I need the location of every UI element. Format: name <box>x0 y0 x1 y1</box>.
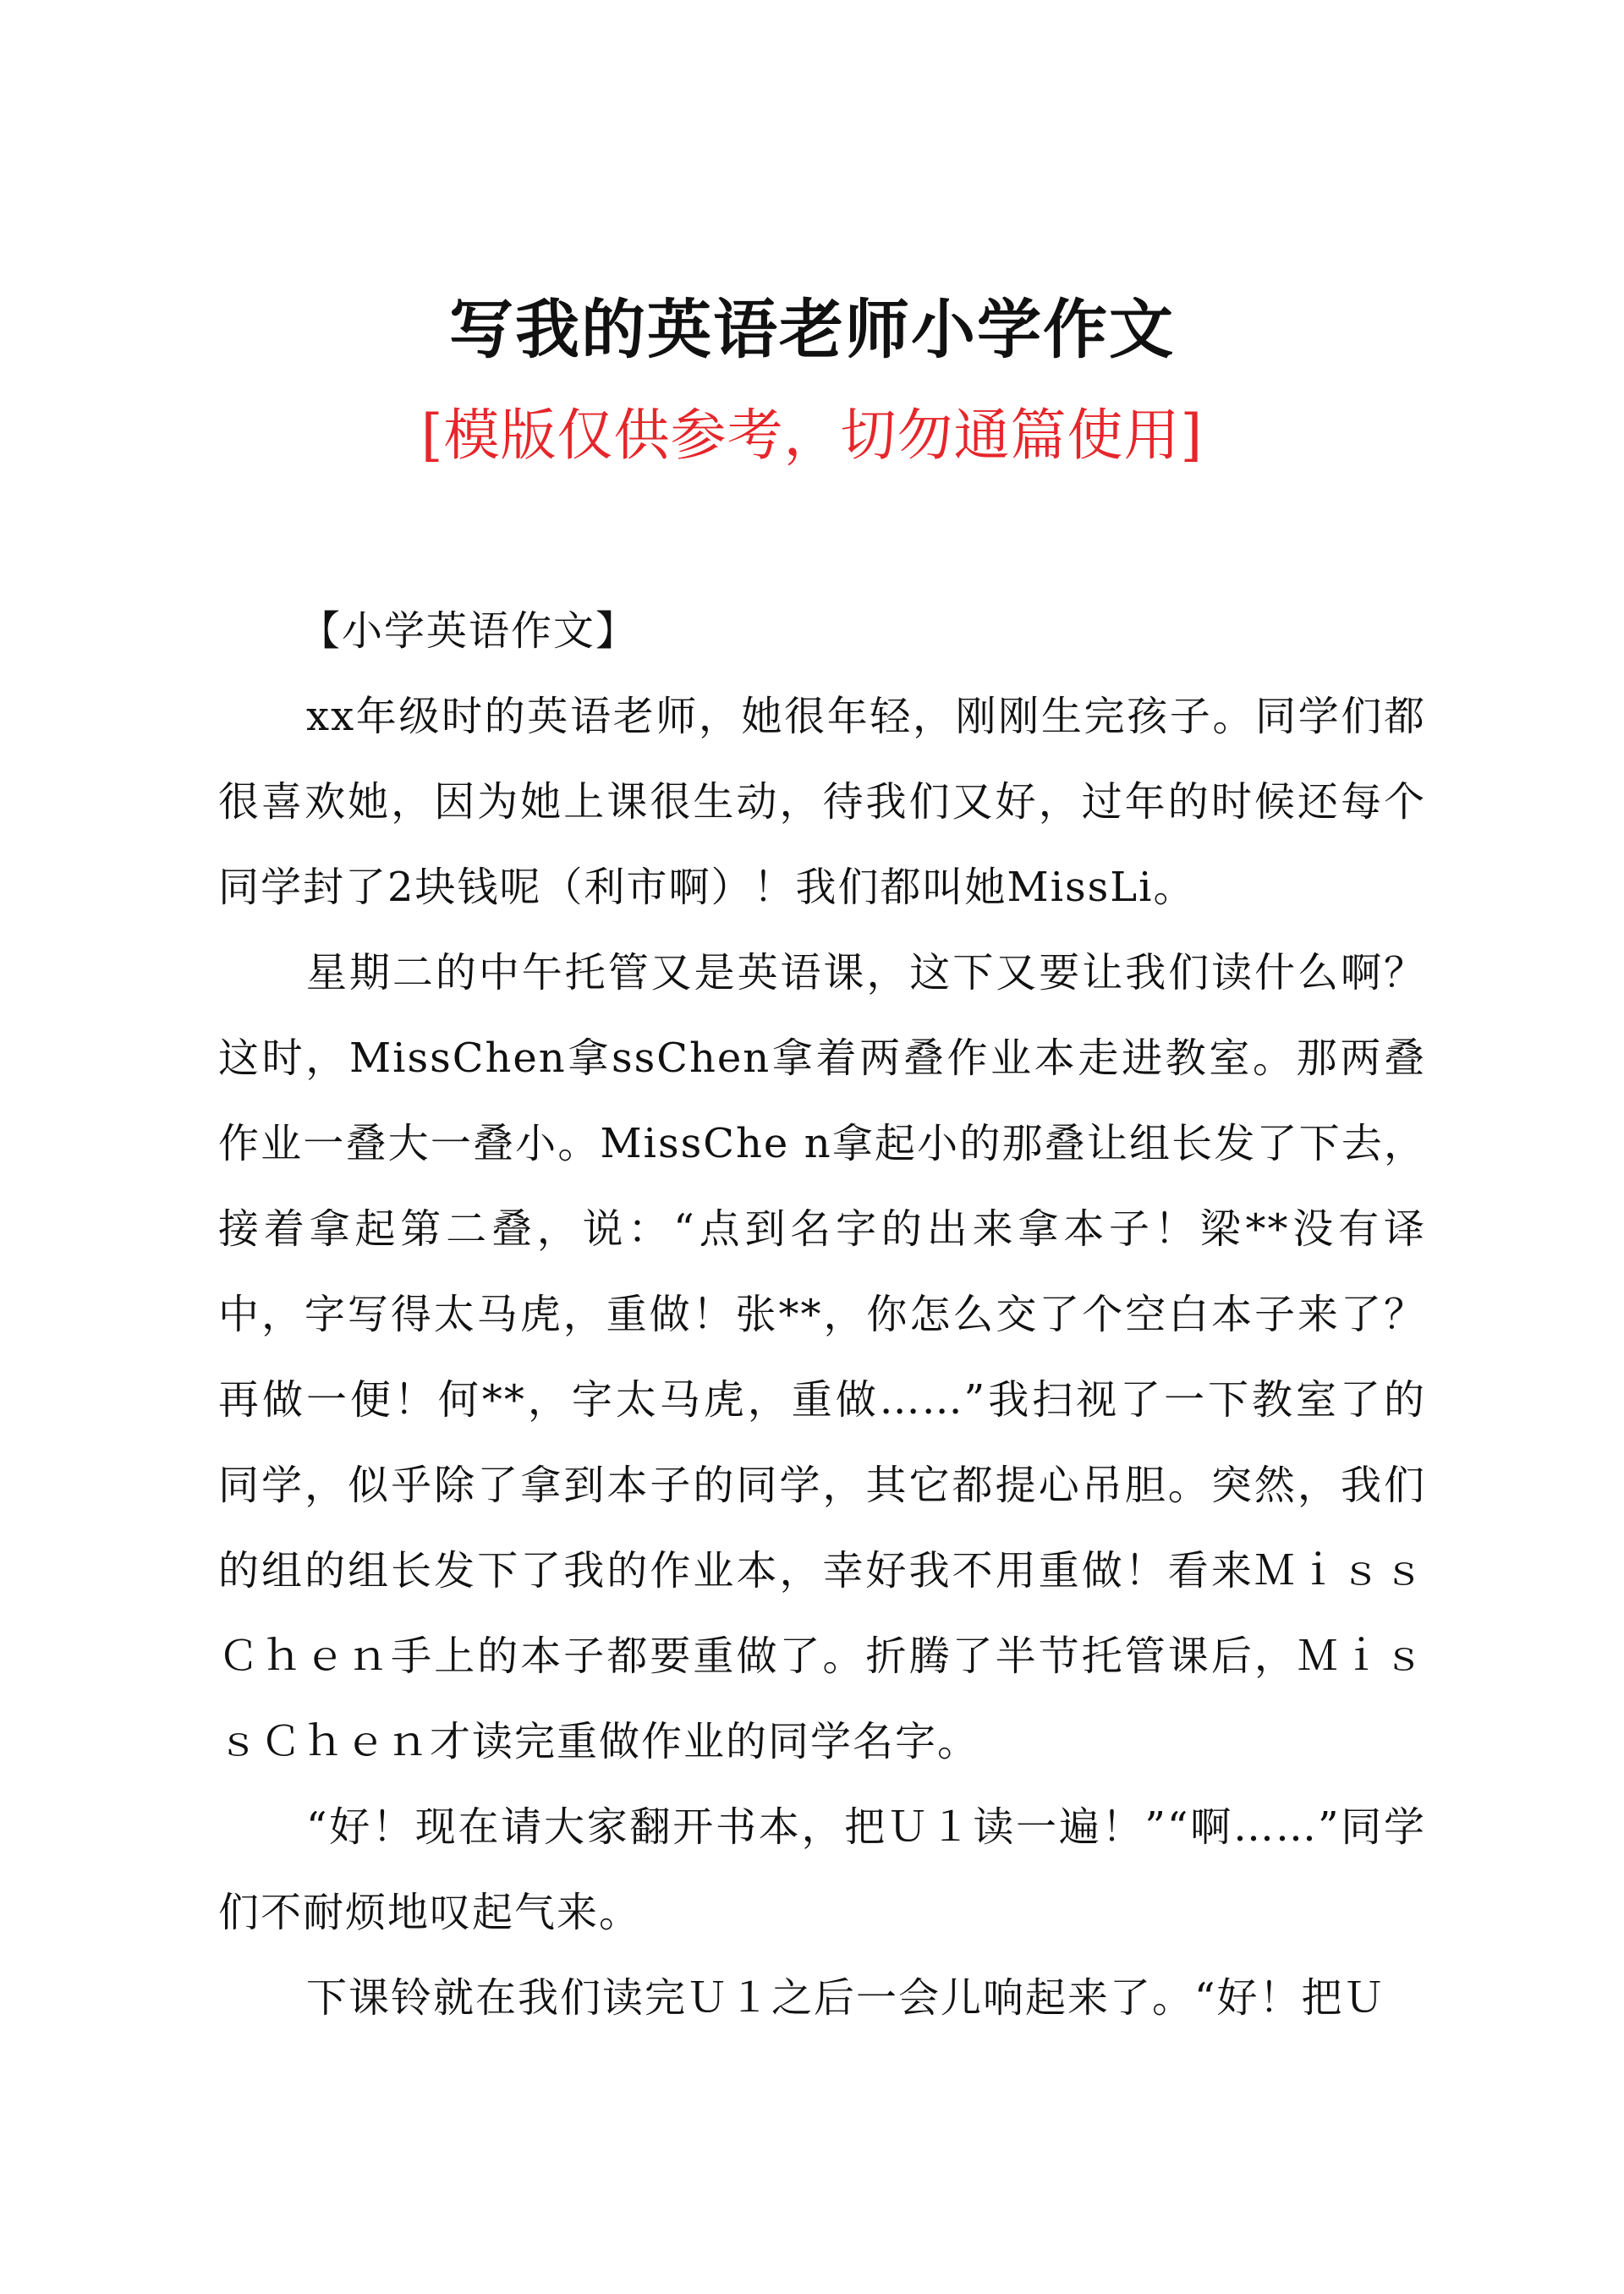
document-title: 写我的英语老师小学作文 <box>449 292 1175 367</box>
paragraph-4: 下课铃就在我们读完Ｕ１之后一会儿响起来了。“好！把Ｕ <box>306 1974 1386 2022</box>
document-subtitle: [模版仅供参考，切勿通篇使用] <box>420 403 1204 468</box>
section-heading: 【小学英语作文】 <box>299 607 639 655</box>
paragraph-3: “好！现在请大家翻开书本，把Ｕ１读一遍！”“啊……”同学们不耐烦地叹起气来。 <box>218 1803 1426 1936</box>
document-body <box>218 589 1426 2041</box>
paragraph-2: 星期二的中午托管又是英语课，这下又要让我们读什么啊？这时，MissChen拿ssChen拿着两叠作业本走进教室。那两叠作业一叠大一叠小。MissChe n拿起小的那叠让组长发了下去，接着拿起第二叠，说：“点到名字的出来拿本子！梁**没有译中，字写得太马虎，重做！张**，你怎么交了个空白本子来了？再做一便！何**，字太马虎，重做……”我扫视了一下教室了的同学，似乎除了拿到本子的同学，其它都提心吊胆。突然，我们的组的组长发下了我的作业本，幸好我不用重做！看来ＭｉｓｓＣｈｅｎ手上的本子都要重做了。折腾了半节托管课后，ＭｉｓｓＣｈｅｎ才读完重做作业的同学名字。 <box>218 949 1426 1765</box>
paragraph-1: xx年级时的英语老师，她很年轻，刚刚生完孩子。同学们都很喜欢她，因为她上课很生动，待我们又好，过年的时候还每个同学封了2块钱呢（利市啊）！我们都叫她MissLi。 <box>218 693 1426 911</box>
